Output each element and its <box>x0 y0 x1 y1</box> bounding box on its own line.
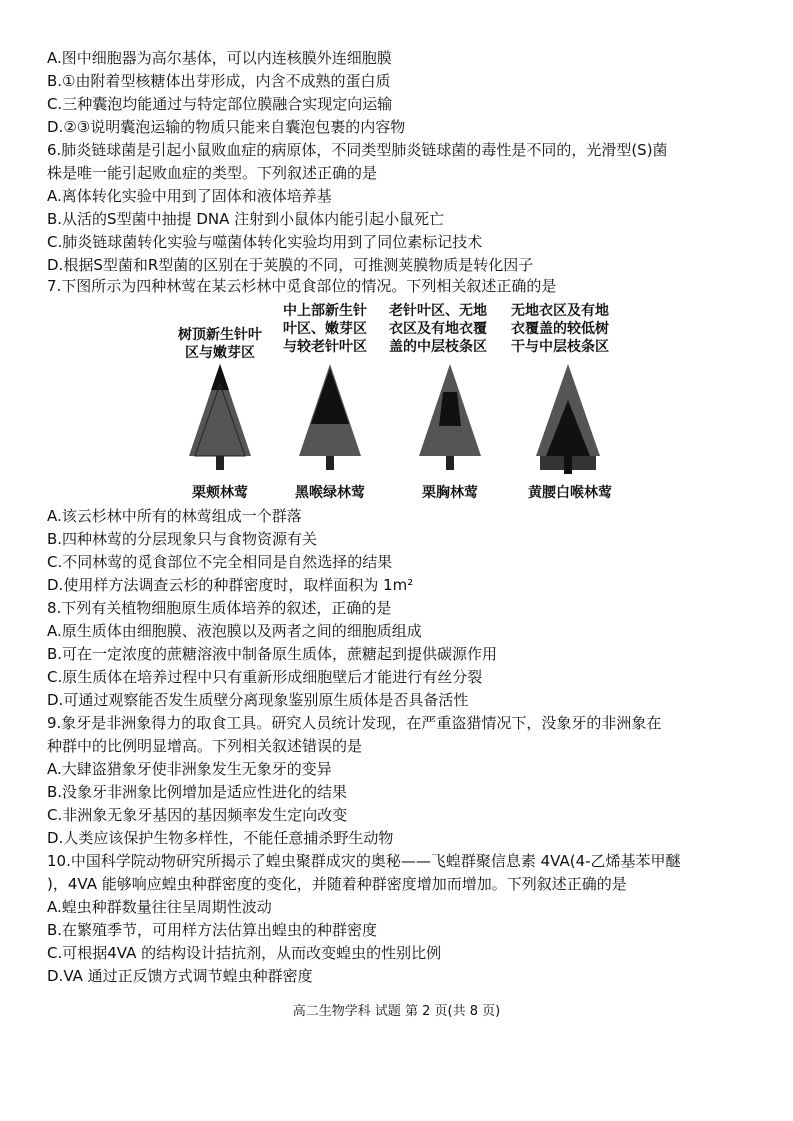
figure-caption-4 <box>500 302 620 356</box>
figure-caption-1 <box>160 326 280 362</box>
q6-stem-line2: 株是唯一能引起败血症的类型。下列叙述正确的是 <box>47 164 378 182</box>
caption-4-line2: 衣覆盖的较低树 <box>511 321 609 337</box>
spruce-tree-4 <box>530 364 606 476</box>
q9-option-c: C.非洲象无象牙基因的基因频率发生定向改变 <box>47 806 348 824</box>
q5-option-b: B.①由附着型核糖体出芽形成，内含不成熟的蛋白质 <box>47 72 391 90</box>
q9-option-b: B.没象牙非洲象比例增加是适应性进化的结果 <box>47 783 348 801</box>
caption-3-line1: 老针叶区、无地 <box>389 303 487 319</box>
q9-stem-line2: 种群中的比例明显增高。下列相关叙述错误的是 <box>47 737 363 755</box>
q5-option-c: C.三种囊泡均能通过与特定部位膜融合实现定向运输 <box>47 95 393 113</box>
caption-4-line1: 无地衣区及有地 <box>511 303 609 319</box>
spruce-tree-1 <box>185 364 255 472</box>
warbler-foraging-figure <box>170 298 630 503</box>
caption-1-line2: 区与嫩芽区 <box>185 345 255 361</box>
q10-option-d: D.VA 通过正反馈方式调节蝗虫种群密度 <box>47 967 313 985</box>
q6-option-b: B.从活的S型菌中抽提 DNA 注射到小鼠体内能引起小鼠死亡 <box>47 210 445 228</box>
caption-3-line3: 盖的中层枝条区 <box>389 339 487 355</box>
q8-stem: 8.下列有关植物细胞原生质体培养的叙述，正确的是 <box>47 599 392 617</box>
q7-option-b: B.四种林莺的分层现象只与食物资源有关 <box>47 530 318 548</box>
q6-option-a: A.离体转化实验中用到了固体和液体培养基 <box>47 187 332 205</box>
q6-option-c: C.肺炎链球菌转化实验与噬菌体转化实验均用到了同位素标记技术 <box>47 233 483 251</box>
q8-option-c: C.原生质体在培养过程中只有重新形成细胞壁后才能进行有丝分裂 <box>47 668 483 686</box>
q8-option-d: D.可通过观察能否发生质壁分离现象鉴别原生质体是否具备活性 <box>47 691 469 709</box>
q6-stem-line1: 6.肺炎链球菌是引起小鼠败血症的病原体，不同类型肺炎链球菌的毒性是不同的，光滑型(S)菌 <box>47 141 668 159</box>
q9-option-d: D.人类应该保护生物多样性，不能任意捕杀野生动物 <box>47 829 394 847</box>
q6-option-d: D.根据S型菌和R型菌的区别在于荚膜的不同，可推测荚膜物质是转化因子 <box>47 256 534 274</box>
q8-option-b: B.可在一定浓度的蔗糖溶液中制备原生质体，蔗糖起到提供碳源作用 <box>47 645 498 663</box>
q7-option-a: A.该云杉林中所有的林莺组成一个群落 <box>47 507 302 525</box>
q7-option-c: C.不同林莺的觅食部位不完全相同是自然选择的结果 <box>47 553 393 571</box>
warbler-name-1: 栗颊林莺 <box>192 485 248 501</box>
q5-option-a: A.图中细胞器为高尔基体，可以内连核膜外连细胞膜 <box>47 49 392 67</box>
q9-option-a: A.大肆盗猎象牙使非洲象发生无象牙的变异 <box>47 760 332 778</box>
q8-option-a: A.原生质体由细胞膜、液泡膜以及两者之间的细胞质组成 <box>47 622 422 640</box>
spruce-tree-2 <box>295 364 365 472</box>
q10-option-b: B.在繁殖季节，可用样方法估算出蝗虫的种群密度 <box>47 921 378 939</box>
caption-2-line1: 中上部新生针 <box>283 303 367 319</box>
caption-2-line2: 叶区、嫩芽区 <box>283 321 367 337</box>
caption-3-line2: 衣区及有地衣覆 <box>389 321 487 337</box>
warbler-name-2: 黑喉绿林莺 <box>295 485 365 501</box>
caption-1-line1: 树顶新生针叶 <box>178 327 262 343</box>
caption-2-line3: 与较老针叶区 <box>283 339 367 355</box>
caption-4-line3: 干与中层枝条区 <box>511 339 609 355</box>
q10-stem-line2: )，4VA 能够响应蝗虫种群密度的变化，并随着种群密度增加而增加。下列叙述正确的是 <box>47 875 627 893</box>
q10-stem-line1: 10.中国科学院动物研究所揭示了蝗虫聚群成灾的奥秘——飞蝗群聚信息素 4VA(4-乙烯基苯甲醚 <box>47 852 681 870</box>
q10-option-c: C.可根据4VA 的结构设计拮抗剂，从而改变蝗虫的性别比例 <box>47 944 442 962</box>
q7-stem: 7.下图所示为四种林莺在某云杉林中觅食部位的情况。下列相关叙述正确的是 <box>47 277 557 295</box>
spruce-tree-3 <box>415 364 485 472</box>
q9-stem-line1: 9.象牙是非洲象得力的取食工具。研究人员统计发现，在严重盗猎情况下，没象牙的非洲象在 <box>47 714 662 732</box>
q5-option-d: D.②③说明囊泡运输的物质只能来自囊泡包裹的内容物 <box>47 118 406 136</box>
warbler-name-3: 栗胸林莺 <box>422 485 478 501</box>
figure-caption-3 <box>378 302 498 356</box>
q10-option-a: A.蝗虫种群数量往往呈周期性波动 <box>47 898 272 916</box>
page-footer: 高二生物学科 试题 第 2 页(共 8 页) <box>292 1004 501 1019</box>
figure-caption-2 <box>265 302 385 356</box>
warbler-name-4: 黄腰白喉林莺 <box>528 485 612 501</box>
q7-option-d: D.使用样方法调查云杉的种群密度时，取样面积为 1m² <box>47 576 414 594</box>
